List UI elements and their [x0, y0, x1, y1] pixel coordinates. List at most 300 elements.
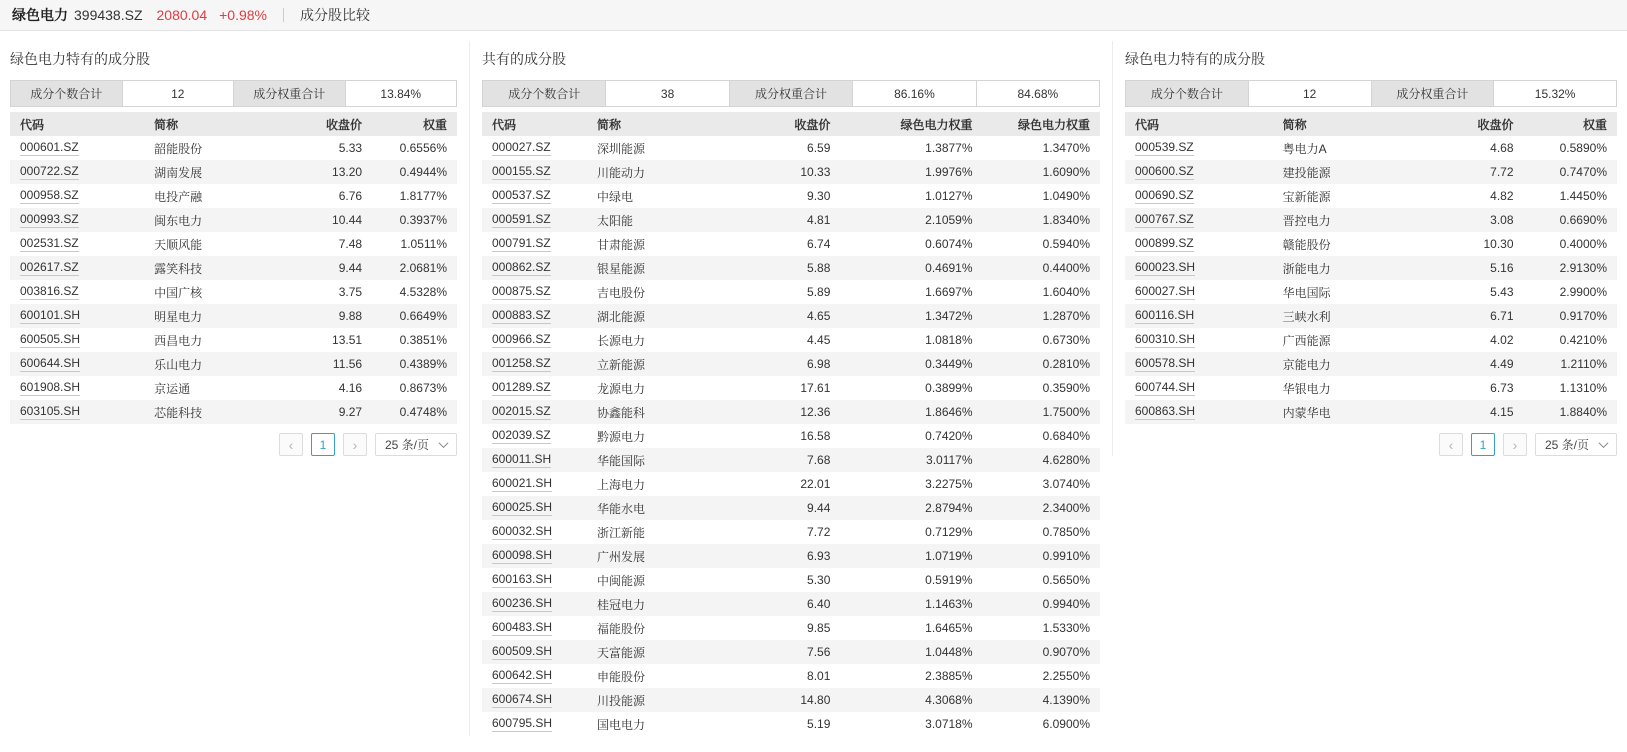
stock-code-cell [10, 400, 144, 424]
close-price-cell: 4.16 [338, 381, 363, 395]
close-price-cell: 17.61 [800, 381, 831, 395]
table-row [10, 280, 457, 304]
stock-code-cell [482, 376, 587, 400]
stock-code-link[interactable]: 000862.SZ [492, 260, 551, 274]
weight-cell: 1.3472% [925, 309, 973, 323]
weight-cell-2: 4.1390% [1042, 693, 1090, 707]
close-price-cell: 4.68 [1490, 141, 1514, 155]
stock-code-cell [10, 232, 144, 256]
table-row [482, 688, 1100, 712]
constituent-comparison-view [0, 31, 1627, 736]
table-row [482, 664, 1100, 688]
close-price-cell: 5.16 [1490, 261, 1514, 275]
close-price-cell: 7.56 [807, 645, 831, 659]
weight-cell: 0.3899% [925, 381, 973, 395]
stock-code-cell [482, 304, 587, 328]
stock-code-link[interactable]: 600025.SH [492, 500, 553, 514]
weight-cell: 1.0448% [925, 645, 973, 659]
stock-code-link[interactable]: 600032.SH [492, 524, 553, 538]
stock-code-link[interactable]: 600116.SH [1135, 308, 1195, 322]
weight-cell-2: 6.0900% [1042, 717, 1090, 731]
close-price-cell: 4.65 [807, 309, 831, 323]
stock-code-link[interactable]: 600023.SH [1135, 260, 1196, 274]
table-row [10, 208, 457, 232]
stock-code-link[interactable]: 000993.SZ [20, 212, 79, 226]
stock-name-cell: 中闽能源 [597, 573, 646, 588]
close-price-cell: 11.56 [332, 357, 363, 371]
close-price-cell: 16.58 [800, 429, 831, 443]
stock-code-link[interactable]: 600578.SH [1135, 356, 1196, 370]
summary-value: 12 [1248, 81, 1371, 106]
close-price-cell: 9.88 [338, 309, 363, 323]
weight-cell-2: 1.8340% [1042, 213, 1090, 227]
stock-code-link[interactable]: 600021.SH [492, 476, 553, 490]
table-row [482, 304, 1100, 328]
stock-code-cell [10, 328, 144, 352]
stock-name-cell: 中国广核 [154, 285, 203, 300]
stock-code-link[interactable]: 000539.SZ [1135, 140, 1194, 154]
stock-code-cell [482, 400, 587, 424]
weight-cell: 1.0511% [400, 237, 447, 251]
close-price-cell: 4.81 [807, 213, 831, 227]
weight-cell: 1.1310% [1559, 381, 1607, 395]
stock-code-link[interactable]: 000690.SZ [1135, 188, 1194, 202]
next-page-button[interactable] [1503, 433, 1527, 456]
stock-name-cell: 西昌电力 [154, 333, 203, 348]
stock-name-cell: 广州发展 [597, 549, 646, 564]
stock-name-cell: 电投产融 [154, 189, 203, 204]
column-header: 简称 [144, 112, 278, 136]
weight-cell: 1.0719% [925, 549, 973, 563]
stock-code-link[interactable]: 600505.SH [20, 332, 81, 346]
stock-code-cell [482, 472, 587, 496]
column-header: 简称 [587, 112, 711, 136]
stock-name-cell: 甘肃能源 [597, 237, 646, 252]
table-row [482, 568, 1100, 592]
stock-code-link[interactable]: 000966.SZ [492, 332, 551, 346]
table-header-row [482, 112, 1100, 136]
table-row [482, 472, 1100, 496]
table-row [482, 592, 1100, 616]
close-price-cell: 4.02 [1490, 333, 1514, 347]
weight-cell-2: 3.0740% [1042, 477, 1090, 491]
table-row [482, 136, 1100, 160]
weight-cell: 0.4691% [925, 261, 973, 275]
weight-cell: 0.3851% [399, 333, 447, 347]
page-number-button[interactable]: 1 [311, 433, 335, 456]
table-row [482, 184, 1100, 208]
stock-name-cell: 川投能源 [597, 693, 646, 708]
stock-code-link[interactable]: 001289.SZ [492, 380, 551, 394]
header-divider [283, 8, 284, 22]
page-size-select[interactable] [1535, 433, 1617, 456]
stock-name-cell: 赣能股份 [1282, 237, 1331, 252]
close-price-cell: 9.85 [807, 621, 831, 635]
close-price-cell: 12.36 [800, 405, 831, 419]
stock-code-link[interactable]: 001258.SZ [492, 356, 551, 370]
stock-code-link[interactable]: 600236.SH [492, 596, 553, 610]
stock-code-link[interactable]: 002039.SZ [492, 428, 551, 442]
weight-cell: 0.6690% [1559, 213, 1607, 227]
stock-name-cell: 华能国际 [597, 453, 646, 468]
table-row [10, 376, 457, 400]
weight-cell-2: 1.3470% [1042, 141, 1090, 155]
stock-name-cell: 露笑科技 [154, 261, 203, 276]
page-number-button[interactable]: 1 [1471, 433, 1495, 456]
summary-value: 15.32% [1493, 81, 1616, 106]
stock-name-cell: 粤电力A [1282, 141, 1327, 156]
prev-page-button[interactable] [1439, 433, 1463, 456]
stock-name-cell: 深圳能源 [597, 141, 646, 156]
weight-cell-2: 1.0490% [1042, 189, 1090, 203]
stock-name-cell: 长源电力 [597, 333, 646, 348]
table-row [482, 496, 1100, 520]
stock-code-link[interactable]: 600011.SH [492, 452, 552, 466]
stock-code-link[interactable]: 000722.SZ [20, 164, 79, 178]
stock-code-link[interactable]: 002617.SZ [20, 260, 79, 274]
stock-code-link[interactable]: 600509.SH [492, 644, 553, 658]
stock-code-cell [482, 520, 587, 544]
stock-code-link[interactable]: 601908.SH [20, 380, 81, 394]
close-price-cell: 6.71 [1490, 309, 1514, 323]
summary-label: 成分个数合计 [11, 81, 122, 106]
stock-name-cell: 福能股份 [597, 621, 646, 636]
weight-cell: 1.0818% [925, 333, 973, 347]
stock-name-cell: 湖北能源 [597, 309, 646, 324]
stock-name-cell: 晋控电力 [1282, 213, 1331, 228]
panel-left-unique-constituents [10, 41, 457, 456]
stock-code-cell [482, 592, 587, 616]
weight-cell: 1.3877% [925, 141, 973, 155]
panel-shared-constituents [469, 41, 1100, 736]
close-price-cell: 9.30 [807, 189, 831, 203]
close-price-cell: 10.30 [1483, 237, 1514, 251]
stock-code-cell [10, 184, 144, 208]
stock-code-cell [482, 496, 587, 520]
column-header: 简称 [1273, 112, 1421, 136]
table-row [482, 328, 1100, 352]
stock-code-link[interactable]: 000958.SZ [20, 188, 79, 202]
weight-cell-2: 0.2810% [1042, 357, 1090, 371]
stock-code-cell [10, 208, 144, 232]
stock-code-link[interactable]: 600098.SH [492, 548, 553, 562]
table-row [482, 160, 1100, 184]
stock-code-cell [482, 256, 587, 280]
stock-name-cell: 华能水电 [597, 501, 646, 516]
close-price-cell: 5.43 [1490, 285, 1514, 299]
column-header: 代码 [482, 112, 587, 136]
weight-cell-2: 0.9940% [1042, 597, 1090, 611]
weight-cell: 0.5890% [1559, 141, 1607, 155]
close-price-cell: 4.15 [1490, 405, 1514, 419]
table-row [482, 256, 1100, 280]
stock-code-cell [482, 544, 587, 568]
weight-cell: 0.6074% [925, 237, 973, 251]
stock-code-link[interactable]: 600863.SH [1135, 404, 1196, 418]
summary-bar [482, 80, 1100, 107]
stock-name-cell: 芯能科技 [154, 405, 203, 420]
table-row [10, 232, 457, 256]
stock-code-link[interactable]: 600310.SH [1135, 332, 1196, 346]
stock-code-link[interactable]: 000591.SZ [492, 212, 551, 226]
stock-code-cell [10, 304, 144, 328]
stock-code-link[interactable]: 002531.SZ [20, 236, 79, 250]
stock-code-link[interactable]: 600744.SH [1135, 380, 1196, 394]
table-row [482, 544, 1100, 568]
weight-cell: 0.6556% [399, 141, 447, 155]
table-row [482, 640, 1100, 664]
weight-cell: 4.3068% [925, 693, 973, 707]
weight-cell: 2.1059% [925, 213, 973, 227]
weight-cell: 0.7129% [925, 525, 973, 539]
constituents-table [1125, 112, 1617, 424]
table-row [10, 184, 457, 208]
stock-name-cell: 国电电力 [597, 717, 646, 732]
stock-code-link[interactable]: 600163.SH [492, 572, 553, 586]
weight-cell: 1.8840% [1559, 405, 1607, 419]
weight-cell-2: 1.6040% [1042, 285, 1090, 299]
stock-code-link[interactable]: 600642.SH [492, 668, 553, 682]
stock-code-link[interactable]: 600483.SH [492, 620, 553, 634]
table-row [1125, 304, 1617, 328]
stock-code-link[interactable]: 000883.SZ [492, 308, 551, 322]
weight-cell: 2.9130% [1559, 261, 1607, 275]
panel-right-unique-constituents [1112, 41, 1617, 456]
stock-name-cell: 天顺风能 [154, 237, 203, 252]
stock-name-cell: 华电国际 [1282, 285, 1331, 300]
weight-cell-2: 1.2870% [1042, 309, 1090, 323]
weight-cell-2: 2.2550% [1042, 669, 1090, 683]
table-row [1125, 256, 1617, 280]
weight-cell: 3.0117% [926, 453, 973, 467]
stock-name-cell: 申能股份 [597, 669, 646, 684]
stock-code-cell [482, 328, 587, 352]
chevron-right-icon: › [352, 436, 358, 453]
stock-name-cell: 广西能源 [1282, 333, 1331, 348]
stock-name-cell: 乐山电力 [154, 357, 203, 372]
weight-cell: 3.2275% [925, 477, 973, 491]
next-page-button[interactable] [343, 433, 367, 456]
index-code: 399438.SZ [74, 7, 143, 23]
stock-name-cell: 湖南发展 [154, 165, 203, 180]
close-price-cell: 13.20 [332, 165, 363, 179]
stock-name-cell: 京运通 [154, 381, 191, 396]
summary-value: 13.84% [345, 81, 457, 106]
stock-code-cell [482, 712, 587, 736]
page-size-select[interactable] [375, 433, 457, 456]
stock-code-cell [482, 664, 587, 688]
table-row [1125, 184, 1617, 208]
close-price-cell: 5.89 [807, 285, 831, 299]
weight-cell: 1.1463% [925, 597, 973, 611]
stock-code-cell [1125, 256, 1273, 280]
stock-code-cell [1125, 328, 1273, 352]
constituents-table [10, 112, 457, 424]
stock-code-link[interactable]: 000155.SZ [492, 164, 551, 178]
weight-cell-2: 0.6840% [1042, 429, 1090, 443]
table-row [482, 520, 1100, 544]
prev-page-button[interactable] [279, 433, 303, 456]
table-row [482, 448, 1100, 472]
stock-code-cell [482, 352, 587, 376]
stock-code-cell [482, 136, 587, 160]
summary-bar [1125, 80, 1617, 107]
table-row [1125, 328, 1617, 352]
stock-code-cell [1125, 352, 1273, 376]
stock-code-cell [482, 448, 587, 472]
stock-code-cell [1125, 400, 1273, 424]
close-price-cell: 3.75 [338, 285, 363, 299]
close-price-cell: 13.51 [332, 333, 363, 347]
close-price-cell: 4.45 [807, 333, 831, 347]
weight-cell: 0.4389% [399, 357, 447, 371]
table-row [10, 328, 457, 352]
weight-cell: 1.2110% [1560, 357, 1607, 371]
table-row [482, 232, 1100, 256]
weight-cell: 1.8646% [925, 405, 973, 419]
stock-code-link[interactable]: 002015.SZ [492, 404, 551, 418]
weight-cell: 0.4210% [1559, 333, 1607, 347]
panel-title: 共有的成分股 [482, 51, 566, 67]
summary-label: 成分权重合计 [233, 81, 345, 106]
stock-code-cell [10, 376, 144, 400]
stock-name-cell: 天富能源 [597, 645, 646, 660]
stock-name-cell: 上海电力 [597, 477, 646, 492]
page-size-label: 25 条/页 [1545, 438, 1590, 452]
weight-cell: 0.4000% [1559, 237, 1607, 251]
stock-code-link[interactable]: 000601.SZ [20, 140, 79, 154]
column-header: 收盘价 [711, 112, 841, 136]
summary-value: 38 [605, 81, 728, 106]
close-price-cell: 9.44 [338, 261, 363, 275]
close-price-cell: 6.93 [807, 549, 831, 563]
weight-cell: 0.8673% [399, 381, 447, 395]
weight-cell: 0.7470% [1559, 165, 1607, 179]
stock-code-link[interactable]: 603105.SH [20, 404, 81, 418]
weight-cell-2: 2.3400% [1042, 501, 1090, 515]
index-name: 绿色电力 [12, 7, 68, 23]
table-row [482, 376, 1100, 400]
stock-code-link[interactable]: 000027.SZ [492, 140, 551, 154]
stock-code-cell [10, 136, 144, 160]
weight-cell: 0.5919% [925, 573, 973, 587]
weight-cell: 1.0127% [925, 189, 973, 203]
chevron-down-icon [439, 438, 449, 448]
stock-name-cell: 桂冠电力 [597, 597, 646, 612]
close-price-cell: 7.72 [1490, 165, 1514, 179]
table-row [10, 136, 457, 160]
stock-code-cell [482, 616, 587, 640]
stock-name-cell: 内蒙华电 [1282, 405, 1331, 420]
weight-cell-2: 0.4400% [1042, 261, 1090, 275]
close-price-cell: 6.59 [807, 141, 831, 155]
table-row [482, 352, 1100, 376]
table-row [1125, 208, 1617, 232]
column-header: 绿色电力权重 [840, 112, 982, 136]
table-row [1125, 352, 1617, 376]
stock-code-link[interactable]: 600027.SH [1135, 284, 1196, 298]
stock-code-link[interactable]: 000791.SZ [492, 236, 551, 250]
stock-name-cell: 闽东电力 [154, 213, 203, 228]
close-price-cell: 10.33 [800, 165, 831, 179]
table-header-row [1125, 112, 1617, 136]
chevron-left-icon: ‹ [1448, 436, 1454, 453]
stock-code-link[interactable]: 000600.SZ [1135, 164, 1194, 178]
stock-name-cell: 中绿电 [597, 189, 634, 204]
stock-name-cell: 川能动力 [597, 165, 646, 180]
close-price-cell: 4.82 [1490, 189, 1514, 203]
chevron-left-icon: ‹ [288, 436, 294, 453]
stock-code-link[interactable]: 000767.SZ [1135, 212, 1194, 226]
weight-cell-2: 0.9070% [1042, 645, 1090, 659]
table-row [10, 352, 457, 376]
stock-name-cell: 明星电力 [154, 309, 203, 324]
weight-cell: 0.3937% [399, 213, 447, 227]
stock-name-cell: 宝新能源 [1282, 189, 1331, 204]
stock-code-link[interactable]: 000537.SZ [492, 188, 551, 202]
weight-cell: 1.9976% [925, 165, 973, 179]
index-price: 2080.04 [156, 7, 208, 23]
stock-code-link[interactable]: 000899.SZ [1135, 236, 1194, 250]
weight-cell: 4.5328% [399, 285, 447, 299]
weight-cell: 0.6649% [399, 309, 447, 323]
close-price-cell: 14.80 [800, 693, 831, 707]
stock-code-link[interactable]: 600101.SH [20, 308, 81, 322]
summary-label: 成分权重合计 [1371, 81, 1494, 106]
table-row [10, 304, 457, 328]
index-change-percent: +0.98% [219, 7, 267, 23]
stock-code-cell [482, 424, 587, 448]
close-price-cell: 6.98 [807, 357, 831, 371]
stock-code-cell [1125, 208, 1273, 232]
close-price-cell: 5.33 [338, 141, 363, 155]
table-row [482, 400, 1100, 424]
table-row [482, 712, 1100, 736]
summary-label: 成分个数合计 [1126, 81, 1248, 106]
stock-code-link[interactable]: 600795.SH [492, 716, 553, 730]
stock-name-cell: 华银电力 [1282, 381, 1331, 396]
stock-code-link[interactable]: 003816.SZ [20, 284, 79, 298]
column-header: 代码 [10, 112, 144, 136]
column-header: 绿色电力权重 [983, 112, 1100, 136]
weight-cell: 2.0681% [399, 261, 447, 275]
table-row [482, 208, 1100, 232]
stock-code-cell [1125, 280, 1273, 304]
stock-code-cell [1125, 304, 1273, 328]
stock-code-cell [482, 640, 587, 664]
table-row [1125, 232, 1617, 256]
stock-code-cell [482, 160, 587, 184]
table-row [1125, 400, 1617, 424]
weight-cell-2: 0.6730% [1042, 333, 1090, 347]
stock-name-cell: 京能电力 [1282, 357, 1331, 372]
stock-code-cell [1125, 160, 1273, 184]
tab-constituent-comparison[interactable]: 成分股比较 [299, 7, 370, 23]
stock-code-link[interactable]: 600674.SH [492, 692, 553, 706]
close-price-cell: 9.44 [807, 501, 831, 515]
stock-code-link[interactable]: 600644.SH [20, 356, 81, 370]
close-price-cell: 5.88 [807, 261, 831, 275]
weight-cell: 2.9900% [1559, 285, 1607, 299]
weight-cell: 0.4748% [399, 405, 447, 419]
weight-cell-2: 0.7850% [1042, 525, 1090, 539]
column-header: 收盘价 [1420, 112, 1523, 136]
weight-cell: 3.0718% [925, 717, 973, 731]
pagination [10, 433, 457, 456]
stock-code-link[interactable]: 000875.SZ [492, 284, 551, 298]
weight-cell: 0.3449% [925, 357, 973, 371]
close-price-cell: 9.27 [338, 405, 363, 419]
